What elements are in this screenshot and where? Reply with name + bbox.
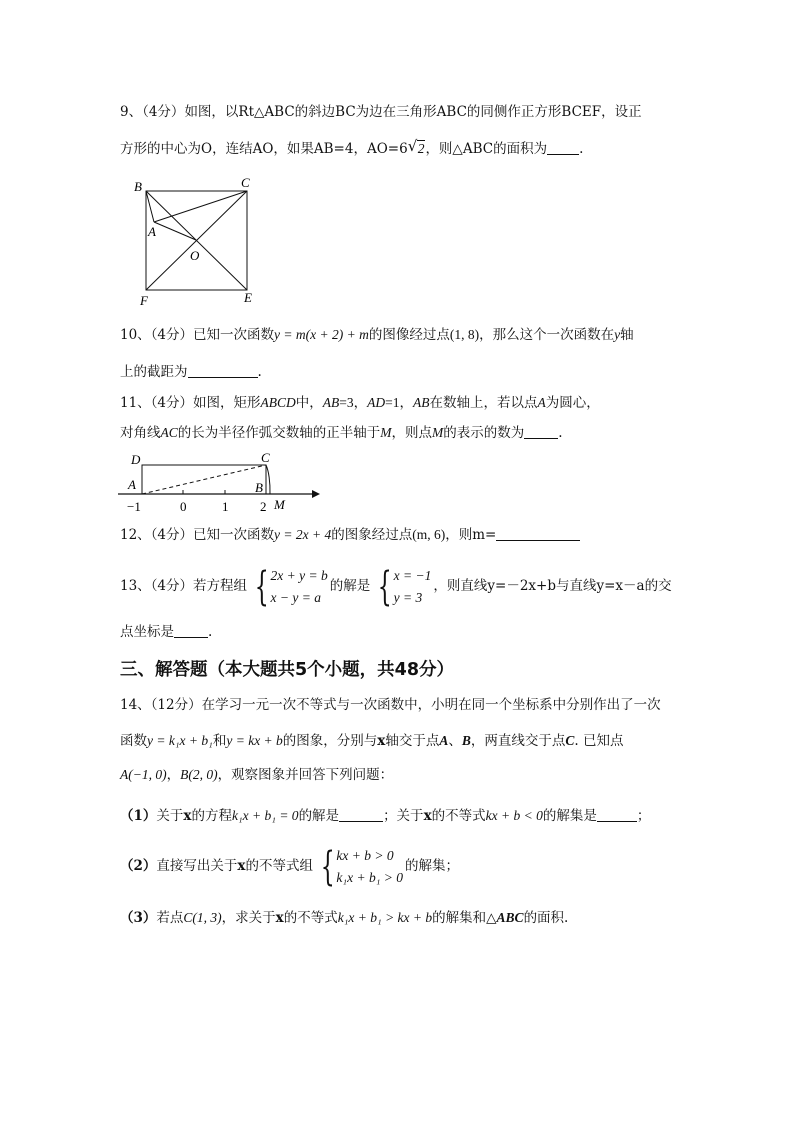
- q13-line1: 13、（4分）若方程组 { 2x + y = b x − y = a 的解是 { x = −1 y = 3 ，则直线y=－2x+b与直线y=x－a的交: [120, 563, 672, 610]
- q12-number: 12、: [120, 527, 151, 543]
- q14-score: （12分）: [150, 697, 202, 713]
- q14-line3: A(−1, 0)，B(2, 0)，观察图象并回答下列问题：: [120, 767, 394, 783]
- q13-line2: 点坐标是 .: [120, 624, 213, 640]
- q11-answer-blank: [524, 424, 558, 439]
- q9-number: 9、: [120, 104, 143, 120]
- q10-point: (1, 8): [449, 327, 480, 342]
- q11-tick-label-0: 0: [180, 499, 187, 514]
- q11-label-c: C: [261, 450, 270, 465]
- q11-label-m: M: [274, 497, 285, 512]
- q12-score: （4分）: [150, 527, 194, 543]
- q9-text1: 如图，以Rt△ABC的斜边BC为边在三角形ABC的同侧作正方形BCEF，设正: [184, 104, 642, 120]
- q13-answer-blank: [174, 623, 208, 638]
- q14-line1: 14、（12分）在学习一元一次不等式与一次函数中，小明在同一个坐标系中分别作出了一次: [120, 697, 661, 713]
- q9-label-f: F: [140, 293, 148, 308]
- q10-equation: y = m(x + 2) + m: [274, 327, 369, 342]
- q13-score: （4分）: [150, 578, 194, 594]
- q11-axis-arrow: [312, 490, 320, 498]
- q11-label-b: B: [255, 480, 263, 495]
- q11-tick-label-1: 1: [222, 499, 229, 514]
- q10-line2: 上的截距为 .: [120, 364, 262, 380]
- q9-text2b: ，则△ABC的面积为: [425, 141, 548, 157]
- q13-system-1: { 2x + y = b x − y = a: [254, 563, 328, 610]
- q11-diagonal-ac: [142, 465, 266, 494]
- q14-part2: （2）直接写出关于x的不等式组 { kx + b > 0 k₁x + b₁ > 0 的解集；: [120, 843, 460, 890]
- q9-score: （4分）: [142, 104, 185, 120]
- q9-label-b: B: [134, 179, 142, 194]
- q9-label-a: A: [148, 224, 156, 239]
- q14-line2: 函数y = k₁x + b₁和y = kx + b的图象，分别与x轴交于点A、B，两直线交于点C. 已知点: [120, 733, 624, 749]
- q12-equation: y = 2x + 4: [274, 527, 332, 542]
- q9-line2: 方形的中心为O，连结AO，如果AB=4，AO=6 √ 2，则△ABC的面积为 .: [120, 137, 584, 157]
- q11-numberline-figure: [118, 450, 323, 516]
- q9-label-o: O: [190, 248, 200, 263]
- q11-arc: [266, 465, 270, 494]
- q12-line1: 12、（4分）已知一次函数y = 2x + 4的图象经过点(m, 6)，则m=: [120, 525, 580, 545]
- q9-text2a: 方形的中心为O，连结AO，如果AB=4，AO=6: [120, 141, 408, 157]
- q9-line1: [120, 102, 642, 122]
- q9-answer-blank: [547, 140, 579, 155]
- q10-answer-blank: [188, 363, 258, 378]
- q14-part1-blank-1: [339, 807, 383, 822]
- q9-segment-ac: [154, 191, 247, 222]
- q11-line1: 11、（4分）如图，矩形ABCD中，AB=3，AD=1，AB在数轴上，若以点A为圆心，: [120, 395, 600, 411]
- q12-point: (m, 6): [412, 527, 446, 542]
- q14-part1: （1）关于x的方程k₁x + b₁ = 0的解是 ；关于x的不等式kx + b < 0的解集是 ；: [120, 808, 651, 824]
- q11-line2: 对角线AC的长为半径作弧交数轴的正半轴于M，则点M的表示的数为 .: [120, 425, 563, 441]
- q14-part1-blank-2: [597, 807, 637, 822]
- q11-tick-label-neg1: −1: [127, 499, 141, 514]
- q14-inequality-system: { kx + b > 0 k₁x + b₁ > 0: [320, 843, 404, 890]
- q14-part3: （3）若点C(1, 3)，求关于x的不等式k₁x + b₁ > kx + b的解集和△ABC的面积.: [120, 910, 569, 926]
- q9-segment-ab: [146, 191, 154, 222]
- q9-label-c: C: [241, 175, 250, 190]
- q11-label-d: D: [131, 452, 141, 467]
- q10-score: （4分）: [150, 327, 194, 343]
- q9-square-figure: [128, 174, 268, 310]
- q9-segment-ao: [154, 222, 196, 240]
- q9-label-e: E: [244, 290, 252, 305]
- q11-tick-label-2: 2: [260, 499, 267, 514]
- q9-sqrt: √ 2: [407, 137, 425, 156]
- q11-label-a: A: [128, 477, 136, 492]
- section-3-heading: 三、解答题（本大题共5个小题，共48分）: [120, 660, 455, 680]
- q14-number: 14、: [120, 697, 151, 713]
- q10-number: 10、: [120, 327, 151, 343]
- q11-number: 11、: [120, 395, 151, 411]
- q11-score: （4分）: [150, 395, 194, 411]
- q13-number: 13、: [120, 578, 151, 594]
- q12-answer-blank: [496, 526, 580, 541]
- q13-system-2: { x = −1 y = 3: [377, 563, 432, 610]
- q10-line1: 10、（4分）已知一次函数y = m(x + 2) + m的图像经过点(1, 8)，那么这个一次函数在y轴: [120, 327, 634, 343]
